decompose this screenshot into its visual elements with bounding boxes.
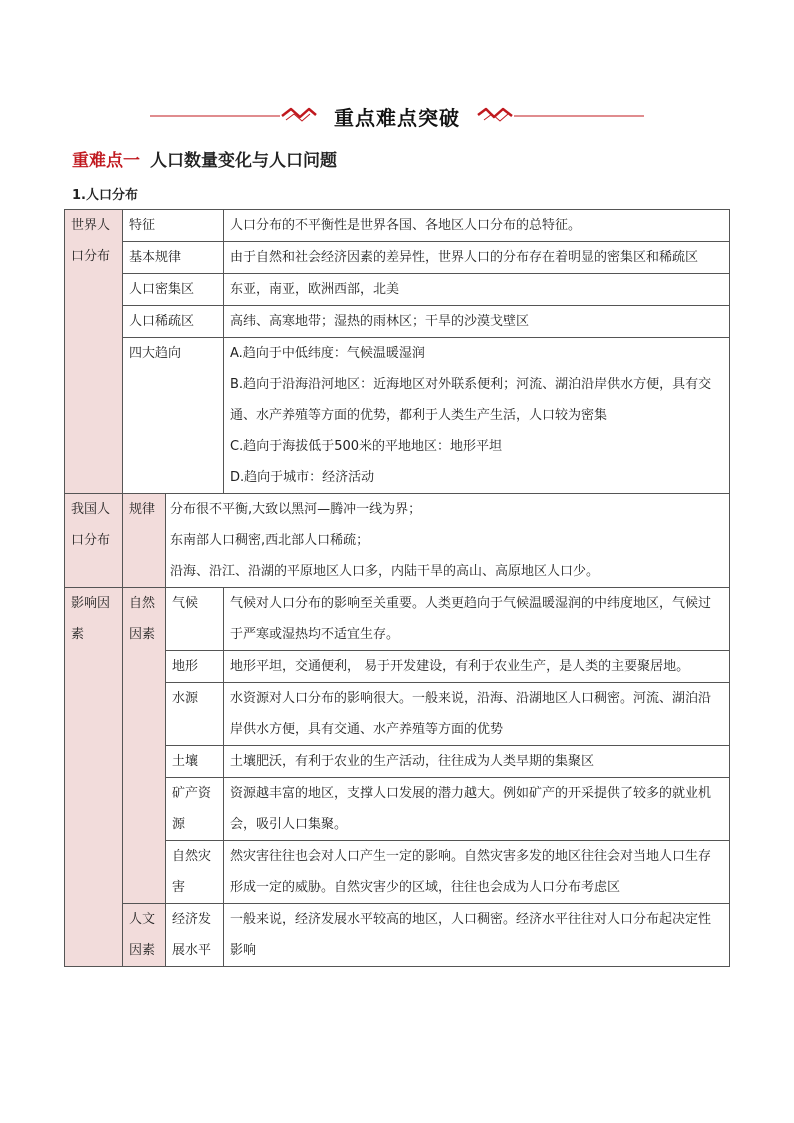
row-key: 气候 <box>166 588 224 651</box>
row-key: 四大趋向 <box>123 338 224 494</box>
row-value: 土壤肥沃，有利于农业的生产活动，往往成为人类早期的集聚区 <box>224 746 730 778</box>
row-key: 水源 <box>166 683 224 746</box>
row-key: 地形 <box>166 651 224 683</box>
row-value: 气候对人口分布的影响至关重要。人类更趋向于气候温暖湿润的中纬度地区，气候过于严寒或湿热均不适宜生存。 <box>224 588 730 651</box>
row-key: 人口稀疏区 <box>123 306 224 338</box>
heading-text: 人口数量变化与人口问题 <box>150 151 337 171</box>
table-row <box>65 494 730 588</box>
table-row <box>65 904 730 967</box>
human-factors-label: 人文因素 <box>123 904 166 967</box>
table-row <box>65 306 730 338</box>
row-value: 然灾害往往也会对人口产生一定的影响。自然灾害多发的地区往往会对当地人口生存形成一定的威胁。自然灾害少的区域，往往也会成为人口分布考虑区 <box>224 841 730 904</box>
natural-factors-label: 自然因素 <box>123 588 166 904</box>
row-key: 经济发展水平 <box>166 904 224 967</box>
row-value: 由于自然和社会经济因素的差异性，世界人口的分布存在着明显的密集区和稀疏区 <box>224 242 730 274</box>
population-distribution-table <box>64 209 730 967</box>
section-heading <box>72 146 337 171</box>
table-row <box>65 242 730 274</box>
row-value: 分布很不平衡,大致以黑河—腾冲一线为界； 东南部人口稠密,西北部人口稀疏； 沿海、沿江、沿湖的平原地区人口多，内陆干旱的高山、高原地区人口少。 <box>166 494 730 588</box>
row-key: 自然灾害 <box>166 841 224 904</box>
row-key: 基本规律 <box>123 242 224 274</box>
banner-title: 重点难点突破 <box>334 106 460 130</box>
row-value: 人口分布的不平衡性是世界各国、各地区人口分布的总特征。 <box>224 210 730 242</box>
row-value: 地形平坦，交通便利， 易于开发建设，有利于农业生产，是人类的主要聚居地。 <box>224 651 730 683</box>
row-key: 土壤 <box>166 746 224 778</box>
factors-group-label: 影响因素 <box>65 588 123 967</box>
row-value: 水资源对人口分布的影响很大。一般来说，沿海、沿湖地区人口稠密。河流、湖泊沿岸供水方便，具有交通、水产养殖等方面的优势 <box>224 683 730 746</box>
row-value: 高纬、高寒地带；湿热的雨林区；干旱的沙漠戈壁区 <box>224 306 730 338</box>
row-key: 规律 <box>123 494 166 588</box>
world-group-label: 世界人口分布 <box>65 210 123 494</box>
row-value: 资源越丰富的地区，支撑人口发展的潜力越大。例如矿产的开采提供了较多的就业机会，吸引人口集聚。 <box>224 778 730 841</box>
subheading: 1.人口分布 <box>72 188 138 203</box>
row-key: 人口密集区 <box>123 274 224 306</box>
table-row <box>65 274 730 306</box>
heading-tag: 重难点一 <box>72 151 140 171</box>
table-row <box>65 588 730 651</box>
row-value: 一般来说，经济发展水平较高的地区，人口稠密。经济水平往往对人口分布起决定性影响 <box>224 904 730 967</box>
table-row <box>65 210 730 242</box>
table-row <box>65 338 730 494</box>
row-key: 特征 <box>123 210 224 242</box>
row-value: A.趋向于中低纬度：气候温暖湿润 B.趋向于沿海沿河地区：近海地区对外联系便利；河流、湖泊沿岸供水方便，具有交通、水产养殖等方面的优势，都利于人类生产生活，人口较为密集 C.趋向于海拔低于500米的平地地区：地形平坦 D.趋向于城市：经济活动 <box>224 338 730 494</box>
row-value: 东亚，南亚，欧洲西部，北美 <box>224 274 730 306</box>
row-key: 矿产资源 <box>166 778 224 841</box>
china-group-label: 我国人口分布 <box>65 494 123 588</box>
